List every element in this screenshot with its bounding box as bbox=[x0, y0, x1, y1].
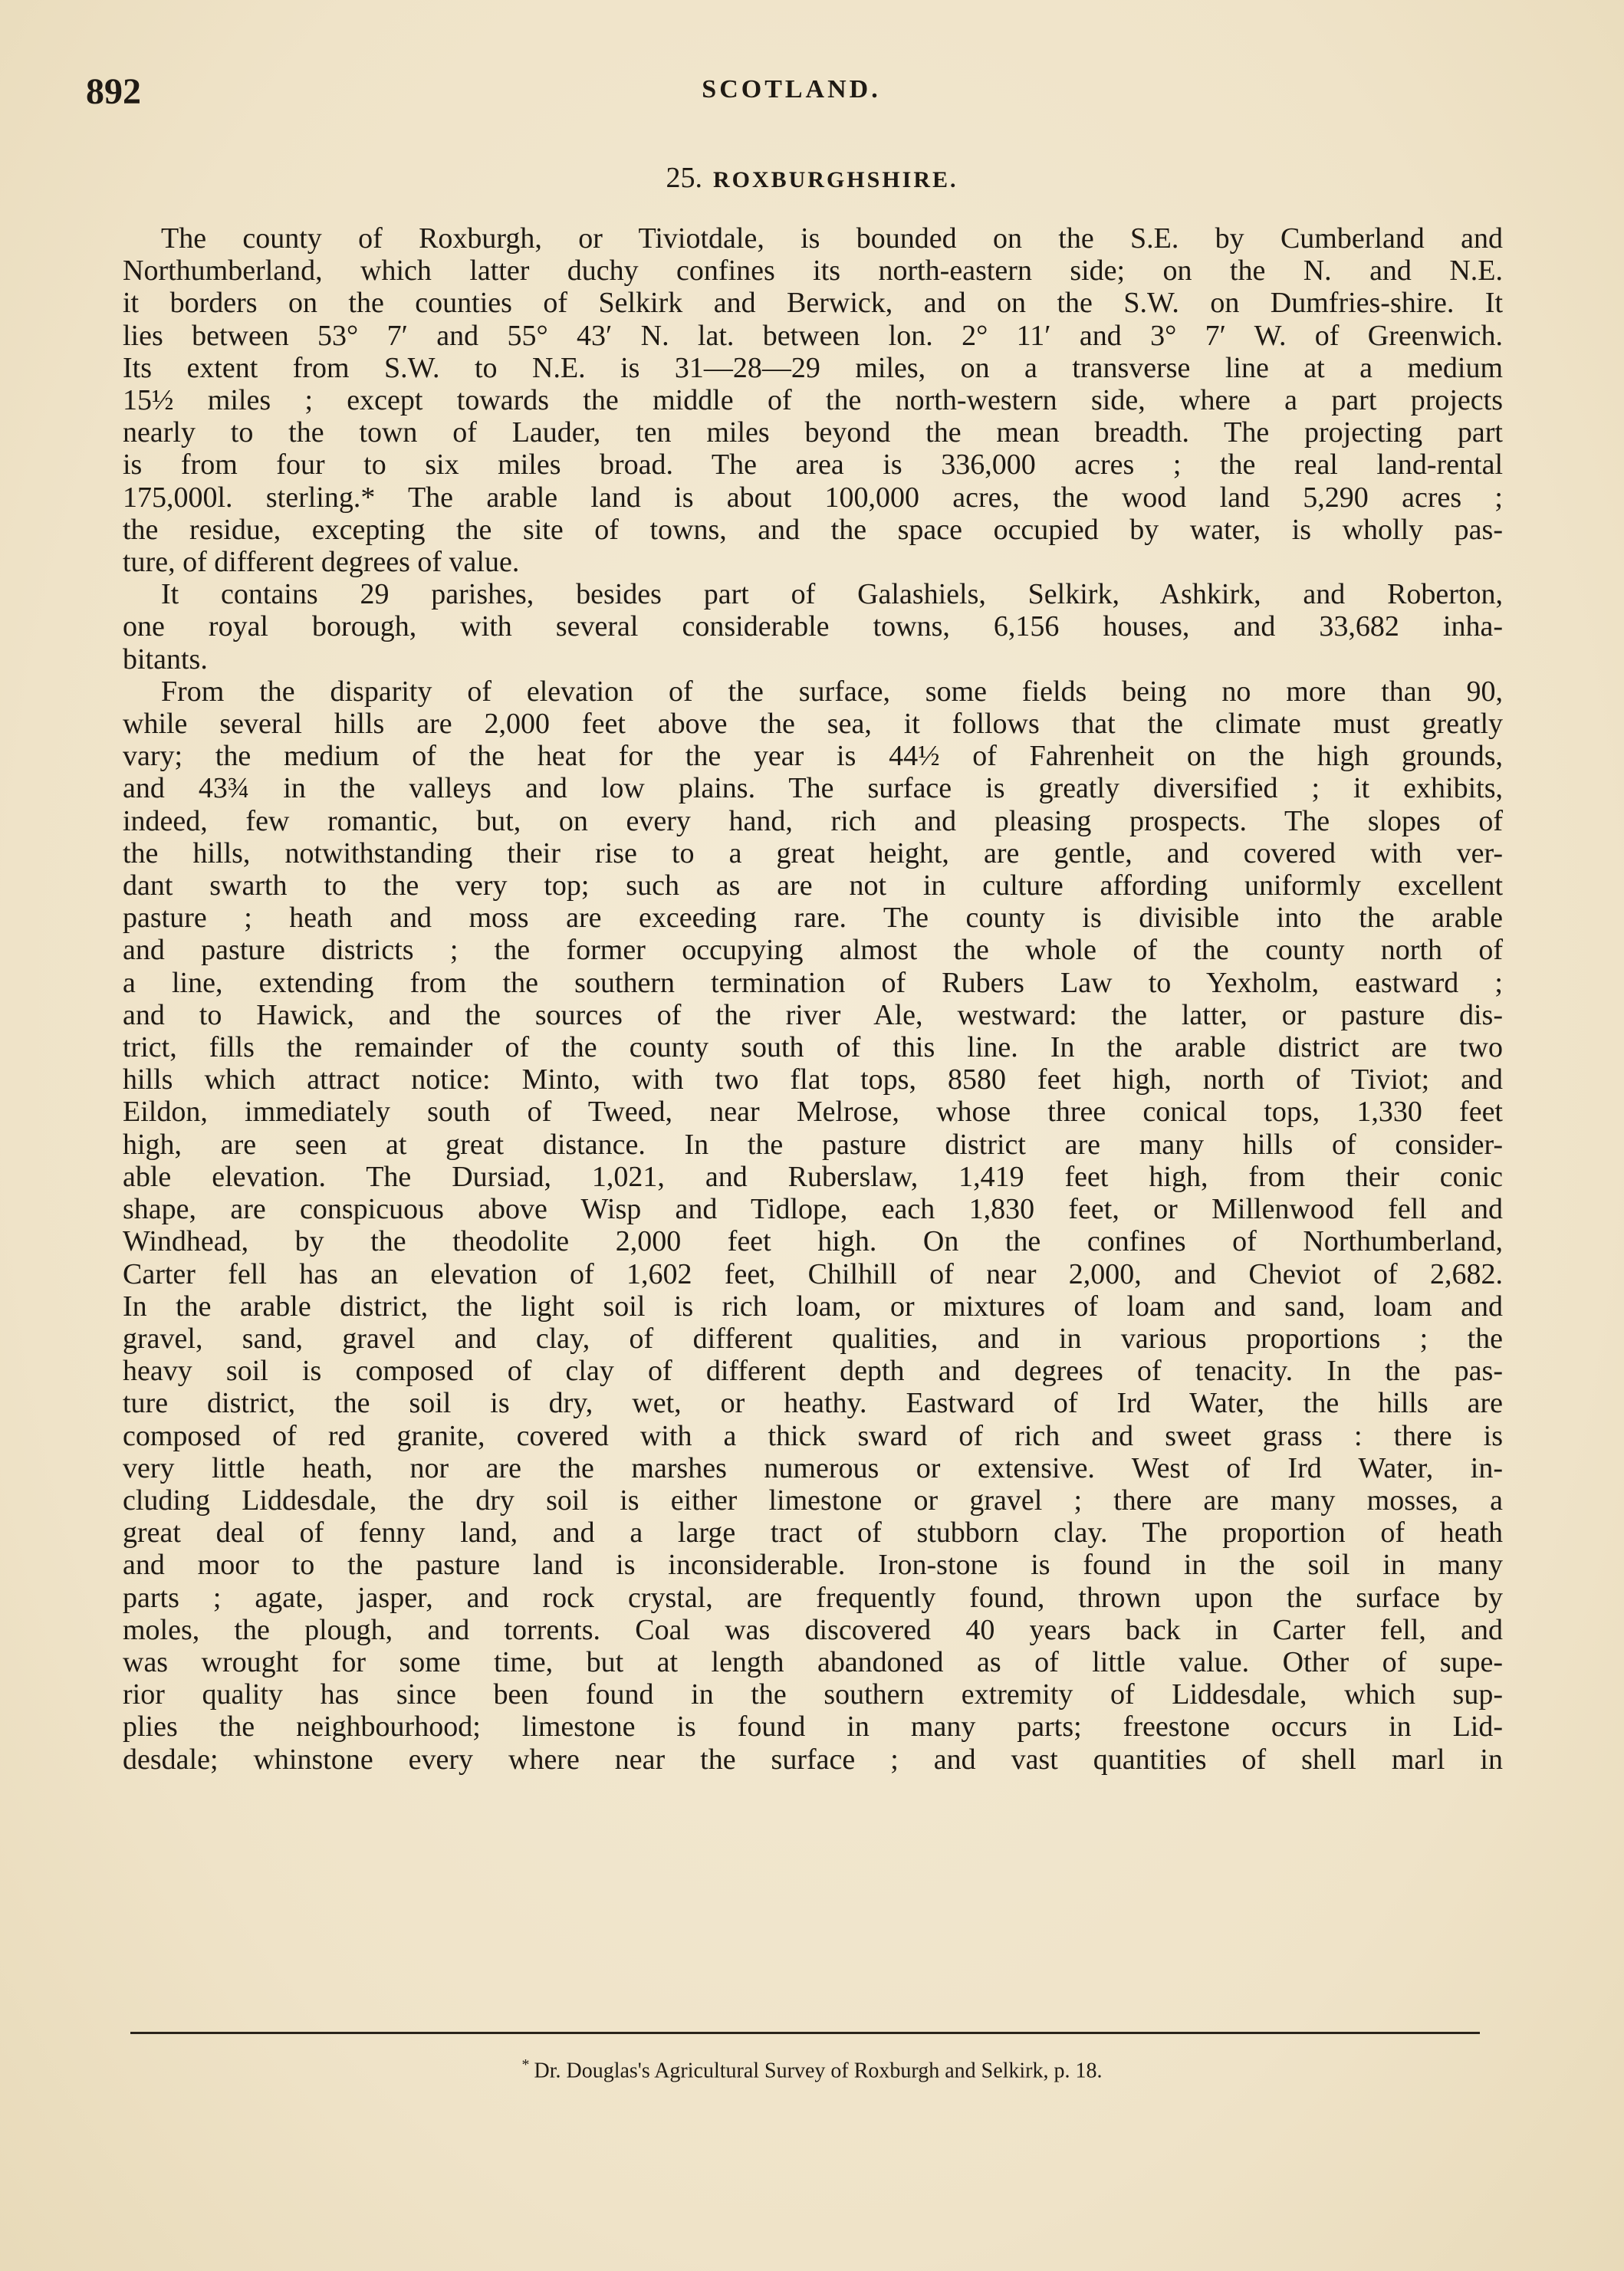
text-line: bitants. bbox=[123, 643, 208, 675]
text-line: rior quality has since been found in the southern extremity of Liddesdale, which sup- bbox=[123, 1678, 1503, 1711]
text-line: In the arable district, the light soil is rich loam, or mixtures of loam and sand, loam and bbox=[123, 1290, 1503, 1323]
body-text bbox=[123, 222, 1503, 1776]
text-line: shape, are conspicuous above Wisp and Tidlope, each 1,830 feet, or Millenwood fell and bbox=[123, 1193, 1503, 1226]
footnote-rule bbox=[130, 2032, 1480, 2034]
text-line: moles, the plough, and torrents. Coal was discovered 40 years back in Carter fell, and bbox=[123, 1613, 1503, 1646]
text-line: Windhead, by the theodolite 2,000 feet high. On the confines of Northumberland, bbox=[123, 1225, 1503, 1258]
text-line: ture district, the soil is dry, wet, or heathy. Eastward of Ird Water, the hills are bbox=[123, 1387, 1503, 1420]
text-line: dant swarth to the very top; such as are not in culture affording uniformly excellent bbox=[123, 869, 1503, 902]
text-line: the residue, excepting the site of towns, and the space occupied by water, is wholly pas- bbox=[123, 513, 1503, 546]
text-line: Eildon, immediately south of Tweed, near Melrose, whose three conical tops, 1,330 feet bbox=[123, 1096, 1503, 1129]
text-line: was wrought for some time, but at length abandoned as of little value. Other of supe- bbox=[123, 1645, 1503, 1678]
text-line: Carter fell has an elevation of 1,602 feet, Chilhill of near 2,000, and Cheviot of 2,682. bbox=[123, 1257, 1503, 1290]
text-line: desdale; whinstone every where near the surface ; and vast quantities of shell marl in bbox=[123, 1743, 1503, 1776]
section-heading bbox=[0, 161, 1624, 195]
footnote bbox=[0, 2056, 1624, 2083]
text-line: one royal borough, with several considerable towns, 6,156 houses, and 33,682 inha- bbox=[123, 610, 1503, 643]
text-line: gravel, sand, gravel and clay, of different qualities, and in various proportions ; the bbox=[123, 1322, 1503, 1355]
text-line: while several hills are 2,000 feet above the sea, it follows that the climate must greatly bbox=[123, 708, 1503, 741]
page-number: 892 bbox=[86, 71, 141, 112]
text-line: heavy soil is composed of clay of different depth and degrees of tenacity. In the pas- bbox=[123, 1355, 1503, 1388]
text-line: hills which attract notice: Minto, with two flat tops, 8580 feet high, north of Tiviot; and bbox=[123, 1063, 1503, 1096]
text-line: lies between 53° 7′ and 55° 43′ N. lat. between lon. 2° 11′ and 3° 7′ W. of Greenwich. bbox=[123, 319, 1503, 352]
text-line: and 43¾ in the valleys and low plains. The surface is greatly diversified ; it exhibits, bbox=[123, 772, 1503, 805]
section-title: ROXBURGHSHIRE. bbox=[712, 167, 958, 192]
text-line: 15½ miles ; except towards the middle of the north-western side, where a part projects bbox=[123, 384, 1503, 417]
text-line: 175,000l. sterling.* The arable land is about 100,000 acres, the wood land 5,290 acres ; bbox=[123, 481, 1503, 514]
text-line: parts ; agate, jasper, and rock crystal, are frequently found, thrown upon the surface by bbox=[123, 1581, 1503, 1614]
text-line: ture, of different degrees of value. bbox=[123, 546, 520, 579]
text-line: and to Hawick, and the sources of the river Ale, westward: the latter, or pasture dis- bbox=[123, 998, 1503, 1031]
text-line: cluding Liddesdale, the dry soil is either limestone or gravel ; there are many mosses, a bbox=[123, 1484, 1503, 1517]
text-line: the hills, notwithstanding their rise to a great height, are gentle, and covered with ver- bbox=[123, 836, 1503, 869]
footnote-text: Dr. Douglas's Agricultural Survey of Roxburgh and Selkirk, p. 18. bbox=[534, 2059, 1103, 2083]
text-line: great deal of fenny land, and a large tract of stubborn clay. The proportion of heath bbox=[123, 1517, 1503, 1550]
text-line: Northumberland, which latter duchy confines its north-eastern side; on the N. and N.E. bbox=[123, 255, 1503, 288]
text-line: pasture ; heath and moss are exceeding rare. The county is divisible into the arable bbox=[123, 902, 1503, 935]
text-line: Its extent from S.W. to N.E. is 31—28—29 miles, on a transverse line at a medium bbox=[123, 351, 1503, 384]
running-head: SCOTLAND. bbox=[702, 75, 881, 104]
text-line: nearly to the town of Lauder, ten miles beyond the mean breadth. The projecting part bbox=[123, 416, 1503, 449]
text-line: is from four to six miles broad. The area is 336,000 acres ; the real land-rental bbox=[123, 449, 1503, 481]
text-line: indeed, few romantic, but, on every hand, rich and pleasing prospects. The slopes of bbox=[123, 804, 1503, 837]
text-line: The county of Roxburgh, or Tiviotdale, is bounded on the S.E. by Cumberland and bbox=[161, 222, 1503, 255]
text-line: plies the neighbourhood; limestone is found in many parts; freestone occurs in Lid- bbox=[123, 1711, 1503, 1744]
text-line: able elevation. The Dursiad, 1,021, and Ruberslaw, 1,419 feet high, from their conic bbox=[123, 1160, 1503, 1193]
text-line: very little heath, nor are the marshes numerous or extensive. West of Ird Water, in- bbox=[123, 1451, 1503, 1484]
text-line: From the disparity of elevation of the surface, some fields being no more than 90, bbox=[161, 675, 1503, 708]
text-line: composed of red granite, covered with a thick sward of rich and sweet grass : there is bbox=[123, 1419, 1503, 1452]
text-line: a line, extending from the southern termination of Rubers Law to Yexholm, eastward ; bbox=[123, 966, 1503, 999]
page-header bbox=[86, 71, 1497, 117]
text-line: It contains 29 parishes, besides part of Galashiels, Selkirk, Ashkirk, and Roberton, bbox=[161, 578, 1503, 611]
text-line: and moor to the pasture land is inconsiderable. Iron-stone is found in the soil in many bbox=[123, 1549, 1503, 1582]
section-number: 25. bbox=[666, 162, 702, 194]
text-line: high, are seen at great distance. In the pasture district are many hills of consider- bbox=[123, 1128, 1503, 1161]
text-line: trict, fills the remainder of the county south of this line. In the arable district are two bbox=[123, 1031, 1503, 1064]
footnote-mark: * bbox=[521, 2056, 530, 2073]
text-line: it borders on the counties of Selkirk and Berwick, and on the S.W. on Dumfries-shire. It bbox=[123, 287, 1503, 320]
text-line: vary; the medium of the heat for the year is 44½ of Fahrenheit on the high grounds, bbox=[123, 740, 1503, 773]
text-line: and pasture districts ; the former occupying almost the whole of the county north of bbox=[123, 934, 1503, 967]
